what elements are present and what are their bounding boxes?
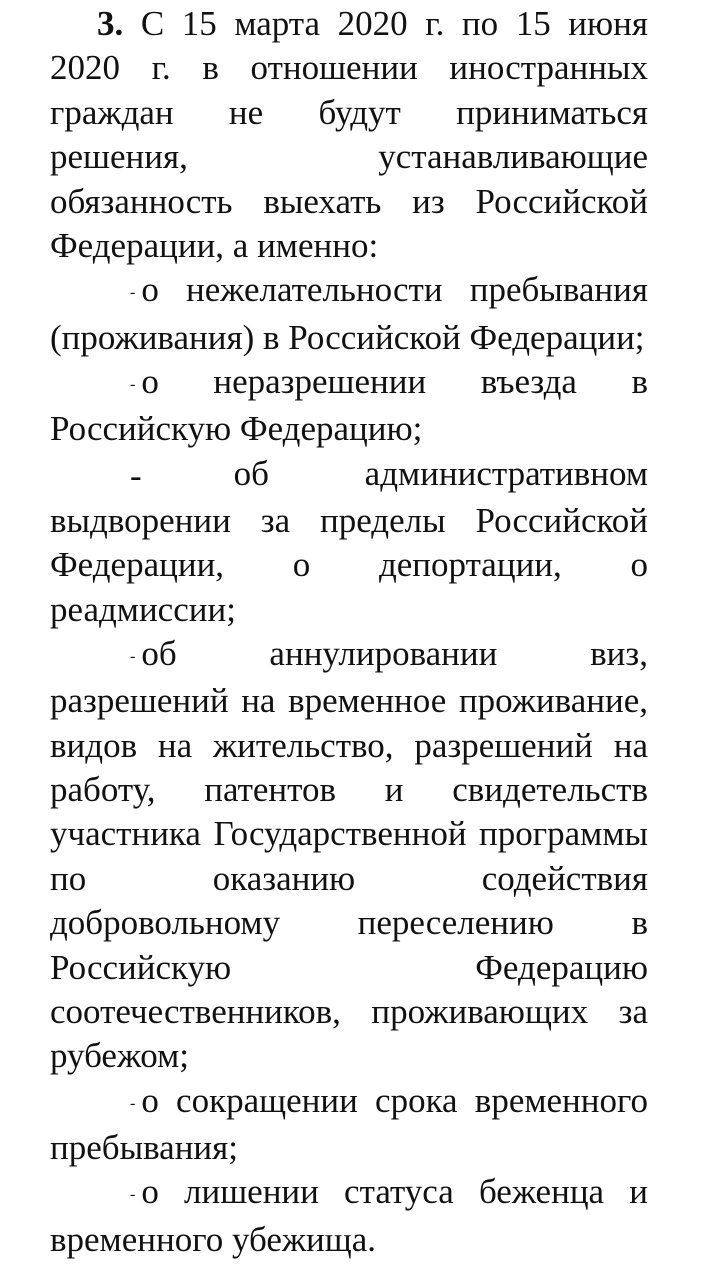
list-item-text: об административном выдворении за пределы Российской Федерации, о депортации, о реадмиссии; xyxy=(50,453,648,629)
list-item-text: о сокращении срока временного пребывания; xyxy=(50,1080,648,1167)
list-item xyxy=(50,268,648,360)
dash-marker: - xyxy=(130,456,142,496)
list-item-text: о неразрешении въезда в Российскую Федерацию; xyxy=(50,362,648,449)
list-item xyxy=(50,632,648,1079)
list-item-text: об аннулировании виз, разрешений на временное проживание, видов на жительство, разрешений на работу, патентов и свидетельств участника Государственной программы по оказанию содействия добровольному переселению в Российскую Федерацию соотечественников, проживающих за рубежом; xyxy=(50,633,648,1076)
list-item-text: о лишении статуса беженца и временного убежища. xyxy=(50,1172,648,1259)
paragraph-number: 3. xyxy=(97,4,124,43)
list-item xyxy=(50,1079,648,1171)
document-page xyxy=(50,0,648,1262)
list-item xyxy=(50,360,648,452)
intro-text: С 15 марта 2020 г. по 15 июня 2020 г. в отношении иностранных граждан не будут приниматься решения, устанавливающие обязанность выехать из Российской Федерации, а именно: xyxy=(50,4,648,266)
list-item xyxy=(50,452,648,632)
dash-marker: - xyxy=(130,1094,136,1112)
list-item xyxy=(50,1170,648,1262)
dash-marker: - xyxy=(130,284,136,302)
paragraph-intro xyxy=(50,0,648,268)
dash-marker: - xyxy=(130,1186,136,1204)
dash-marker: - xyxy=(130,375,136,393)
list-item-text: о нежелательности пребывания (проживания) в Российской Федерации; xyxy=(50,270,648,357)
dash-marker: - xyxy=(130,647,136,665)
